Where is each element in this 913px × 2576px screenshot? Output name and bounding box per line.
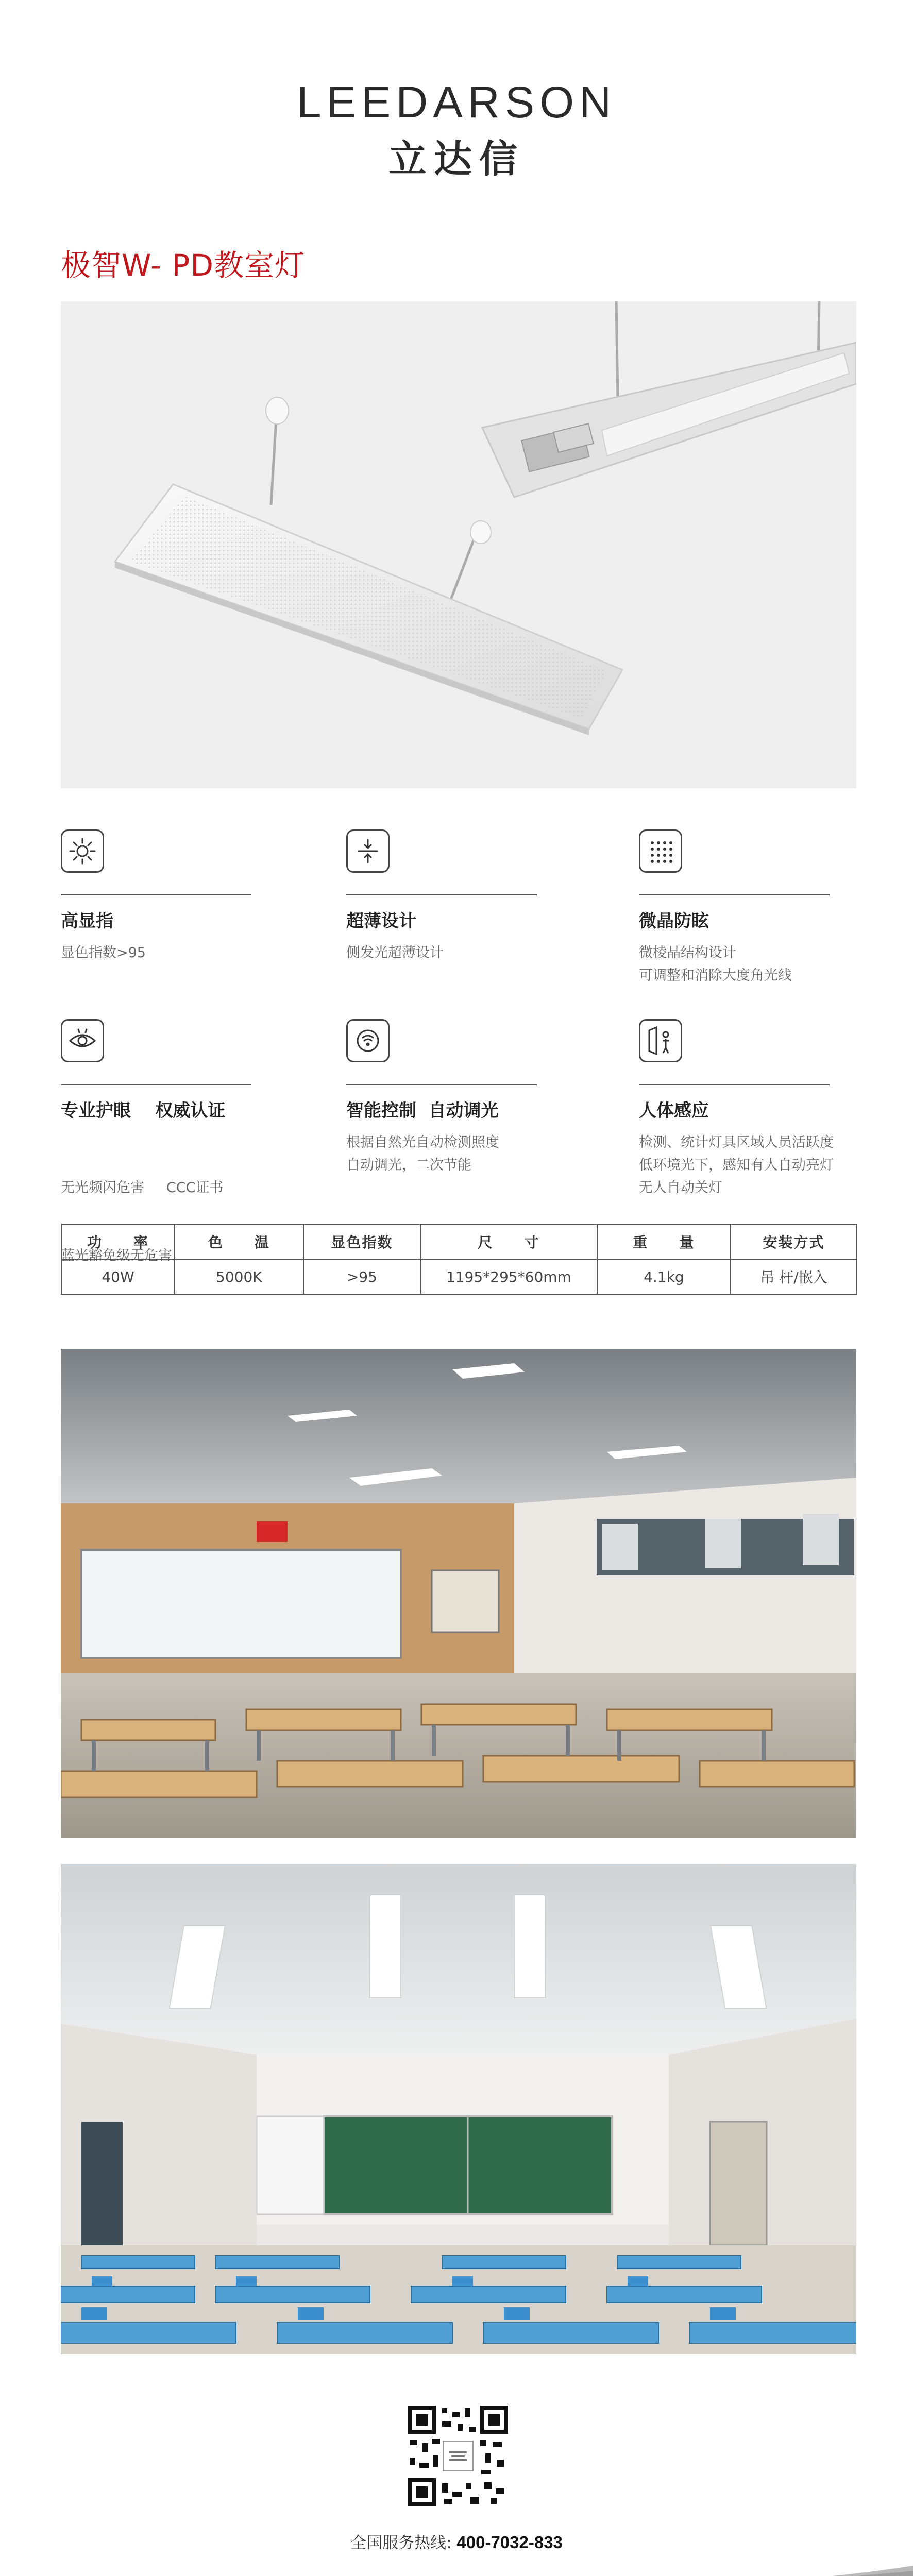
feature-title: 专业护眼 权威认证 [61, 1100, 226, 1121]
smart-control-icon [346, 1019, 390, 1062]
dot-grid-icon [639, 829, 682, 873]
classroom-photo-2 [61, 1864, 856, 2354]
feature-desc: 微棱晶结构设计 可调整和消除大度角光线 [639, 945, 792, 984]
feature-title: 微晶防眩 [639, 911, 709, 931]
hotline-label: 全国服务热线: [350, 2534, 452, 2552]
feature-desc: 侧发光超薄设计 [346, 945, 444, 961]
spec-header: 尺 寸 [420, 1224, 597, 1259]
feature-human-sensing [639, 1019, 834, 1196]
spec-value-row [61, 1259, 857, 1294]
spec-value: 吊 杆/嵌入 [731, 1259, 857, 1294]
spec-header: 功 率 [61, 1224, 175, 1259]
feature-smart-dimming [346, 1019, 537, 1173]
feature-title: 人体感应 [639, 1100, 709, 1121]
sun-icon [61, 829, 104, 873]
spec-header: 安装方式 [731, 1224, 857, 1259]
spec-value: >95 [303, 1259, 420, 1294]
decorative-swoosh [0, 2555, 913, 2576]
spec-header: 重 量 [597, 1224, 731, 1259]
spec-value: 5000K [175, 1259, 303, 1294]
brand-logo-en: LEEDARSON [296, 78, 617, 127]
feature-desc: 显色指数>95 [61, 945, 146, 961]
product-title: 极智W- PD教室灯 [61, 248, 306, 283]
human-sensor-icon [639, 1019, 682, 1062]
spec-value: 1195*295*60mm [420, 1259, 597, 1294]
spec-value: 40W [61, 1259, 175, 1294]
feature-high-cri [61, 829, 251, 961]
classroom-photo-1 [61, 1349, 856, 1838]
feature-anti-glare [639, 829, 830, 984]
feature-ultra-slim [346, 829, 537, 961]
service-hotline [0, 2530, 913, 2553]
spec-header-row [61, 1224, 857, 1259]
brand-logo-cn: 立达信 [388, 137, 525, 181]
spec-header: 色 温 [175, 1224, 303, 1259]
eye-protection-icon [61, 1019, 104, 1062]
qr-code-pattern [408, 2406, 508, 2506]
spec-header: 显色指数 [303, 1224, 420, 1259]
feature-desc: 无光频闪危害 CCC证书 蓝光豁免级无危害 [61, 1180, 224, 1264]
qr-code[interactable] [408, 2406, 508, 2506]
feature-desc: 检测、统计灯具区域人员活跃度 低环境光下，感知有人自动亮灯 无人自动关灯 [639, 1134, 834, 1196]
slim-profile-icon [346, 829, 390, 873]
hotline-number[interactable]: 400-7032-833 [457, 2533, 563, 2552]
feature-title: 超薄设计 [346, 911, 416, 931]
spec-value: 4.1kg [597, 1259, 731, 1294]
feature-title: 高显指 [61, 911, 113, 931]
classroom-light-illustration [61, 301, 856, 788]
spec-table [61, 1224, 857, 1295]
product-hero-image [61, 301, 856, 788]
feature-desc: 根据自然光自动检测照度 自动调光，二次节能 [346, 1134, 499, 1173]
feature-title: 智能控制 自动调光 [346, 1100, 499, 1121]
